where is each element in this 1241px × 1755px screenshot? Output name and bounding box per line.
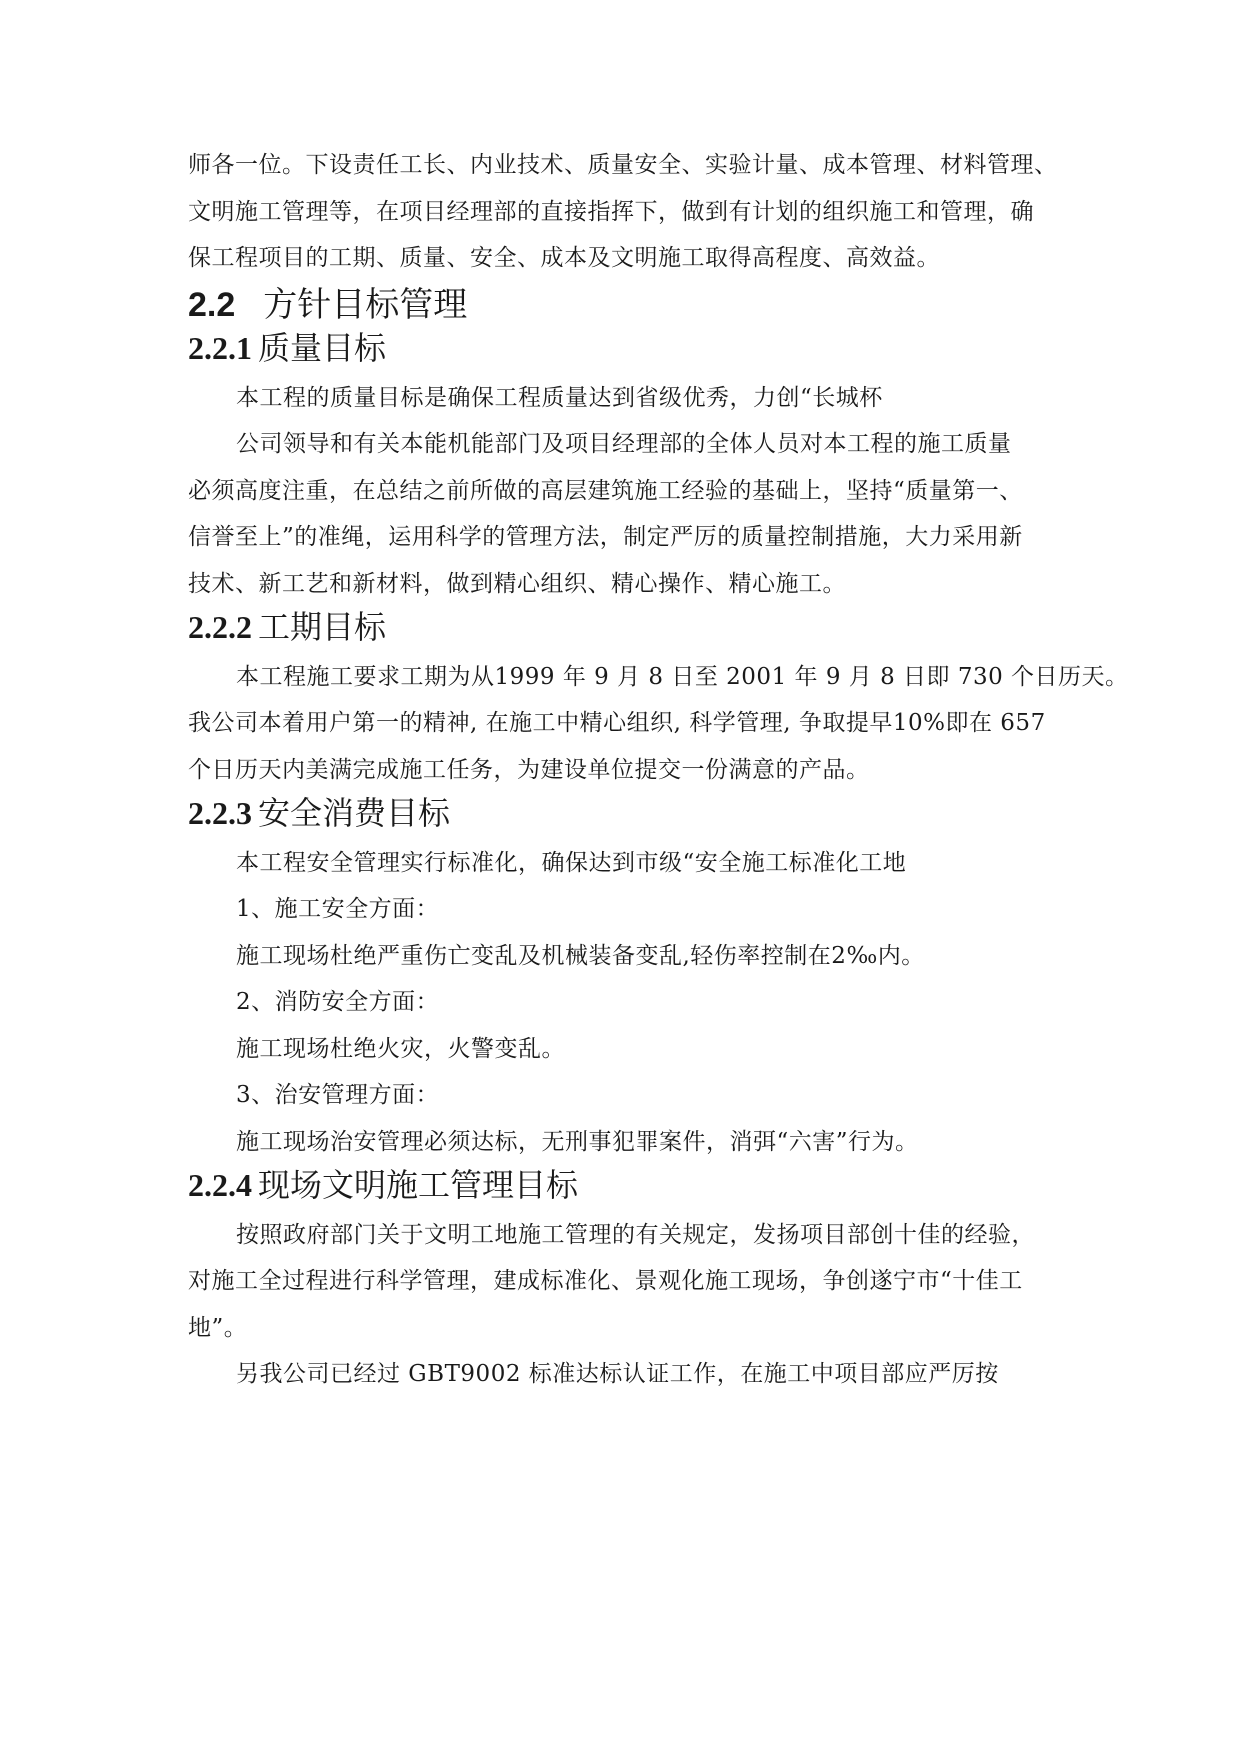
heading-2-2-title: 方针目标管理 xyxy=(263,285,468,325)
safety-item-1-text: 施工现场杜绝严重伤亡变乱及机械装备变乱,轻伤率控制在2‰内。 xyxy=(236,943,925,969)
intro-line-2: 文明施工管理等，在项目经理部的直接指挥下，做到有计划的组织施工和管理，确 xyxy=(188,199,1034,225)
heading-2-2-4-title: 现场文明施工管理目标 xyxy=(258,1166,579,1204)
intro-line-3: 保工程项目的工期、质量、安全、成本及文明施工取得高程度、高效益。 xyxy=(188,245,940,271)
safety-item-1-heading: 1、施工安全方面： xyxy=(236,896,440,922)
safety-item-2-heading: 2、消防安全方面： xyxy=(236,989,440,1015)
heading-2-2 xyxy=(188,284,467,326)
quality-paragraph-1: 本工程的质量目标是确保工程质量达到省级优秀，力创“长城杯 xyxy=(236,385,883,411)
quality-paragraph-2-line-3: 信誉至上”的准绳，运用科学的管理方法，制定严厉的质量控制措施，大力采用新 xyxy=(188,524,1023,550)
civilized-line-2: 对施工全过程进行科学管理，建成标准化、景观化施工现场，争创遂宁市“十佳工 xyxy=(188,1268,1023,1294)
civilized-line-3: 地”。 xyxy=(188,1315,248,1341)
quality-paragraph-2-line-4: 技术、新工艺和新材料，做到精心组织、精心操作、精心施工。 xyxy=(188,571,846,597)
safety-item-3-heading: 3、治安管理方面： xyxy=(236,1082,440,1108)
heading-2-2-2-number: 2.2.2 xyxy=(188,609,252,645)
heading-2-2-number: 2.2 xyxy=(188,286,236,324)
schedule-line-1: 本工程施工要求工期为从1999 年 9 月 8 日至 2001 年 9 月 8 日即 730 个日历天。 xyxy=(236,664,1129,690)
heading-2-2-3 xyxy=(188,793,450,833)
heading-2-2-2 xyxy=(188,607,386,647)
civilized-line-1: 按照政府部门关于文明工地施工管理的有关规定，发扬项目部创十佳的经验， xyxy=(236,1222,1035,1248)
safety-paragraph-1: 本工程安全管理实行标准化，确保达到市级“安全施工标准化工地 xyxy=(236,850,907,876)
heading-2-2-2-title: 工期目标 xyxy=(258,608,387,646)
certification-line-1: 另我公司已经过 GBT9002 标准达标认证工作，在施工中项目部应严厉按 xyxy=(236,1361,999,1387)
heading-2-2-4 xyxy=(188,1165,578,1205)
heading-2-2-1-title: 质量目标 xyxy=(258,329,387,367)
intro-line-1: 师各一位。下设责任工长、内业技术、质量安全、实验计量、成本管理、材料管理、 xyxy=(188,152,1058,178)
schedule-line-2: 我公司本着用户第一的精神, 在施工中精心组织, 科学管理, 争取提早10%即在 657 xyxy=(188,710,1046,736)
heading-2-2-3-number: 2.2.3 xyxy=(188,795,252,831)
schedule-line-3: 个日历天内美满完成施工任务，为建设单位提交一份满意的产品。 xyxy=(188,757,870,783)
safety-item-2-text: 施工现场杜绝火灾，火警变乱。 xyxy=(236,1036,565,1062)
heading-2-2-1 xyxy=(188,328,386,368)
heading-2-2-3-title: 安全消费目标 xyxy=(258,794,451,832)
heading-2-2-4-number: 2.2.4 xyxy=(188,1167,252,1203)
heading-2-2-1-number: 2.2.1 xyxy=(188,330,252,366)
quality-paragraph-2-line-2: 必须高度注重，在总结之前所做的高层建筑施工经验的基础上，坚持“质量第一、 xyxy=(188,478,1023,504)
quality-paragraph-2-line-1: 公司领导和有关本能机能部门及项目经理部的全体人员对本工程的施工质量 xyxy=(236,431,1012,457)
safety-item-3-text: 施工现场治安管理必须达标，无刑事犯罪案件，消弭“六害”行为。 xyxy=(236,1129,919,1155)
